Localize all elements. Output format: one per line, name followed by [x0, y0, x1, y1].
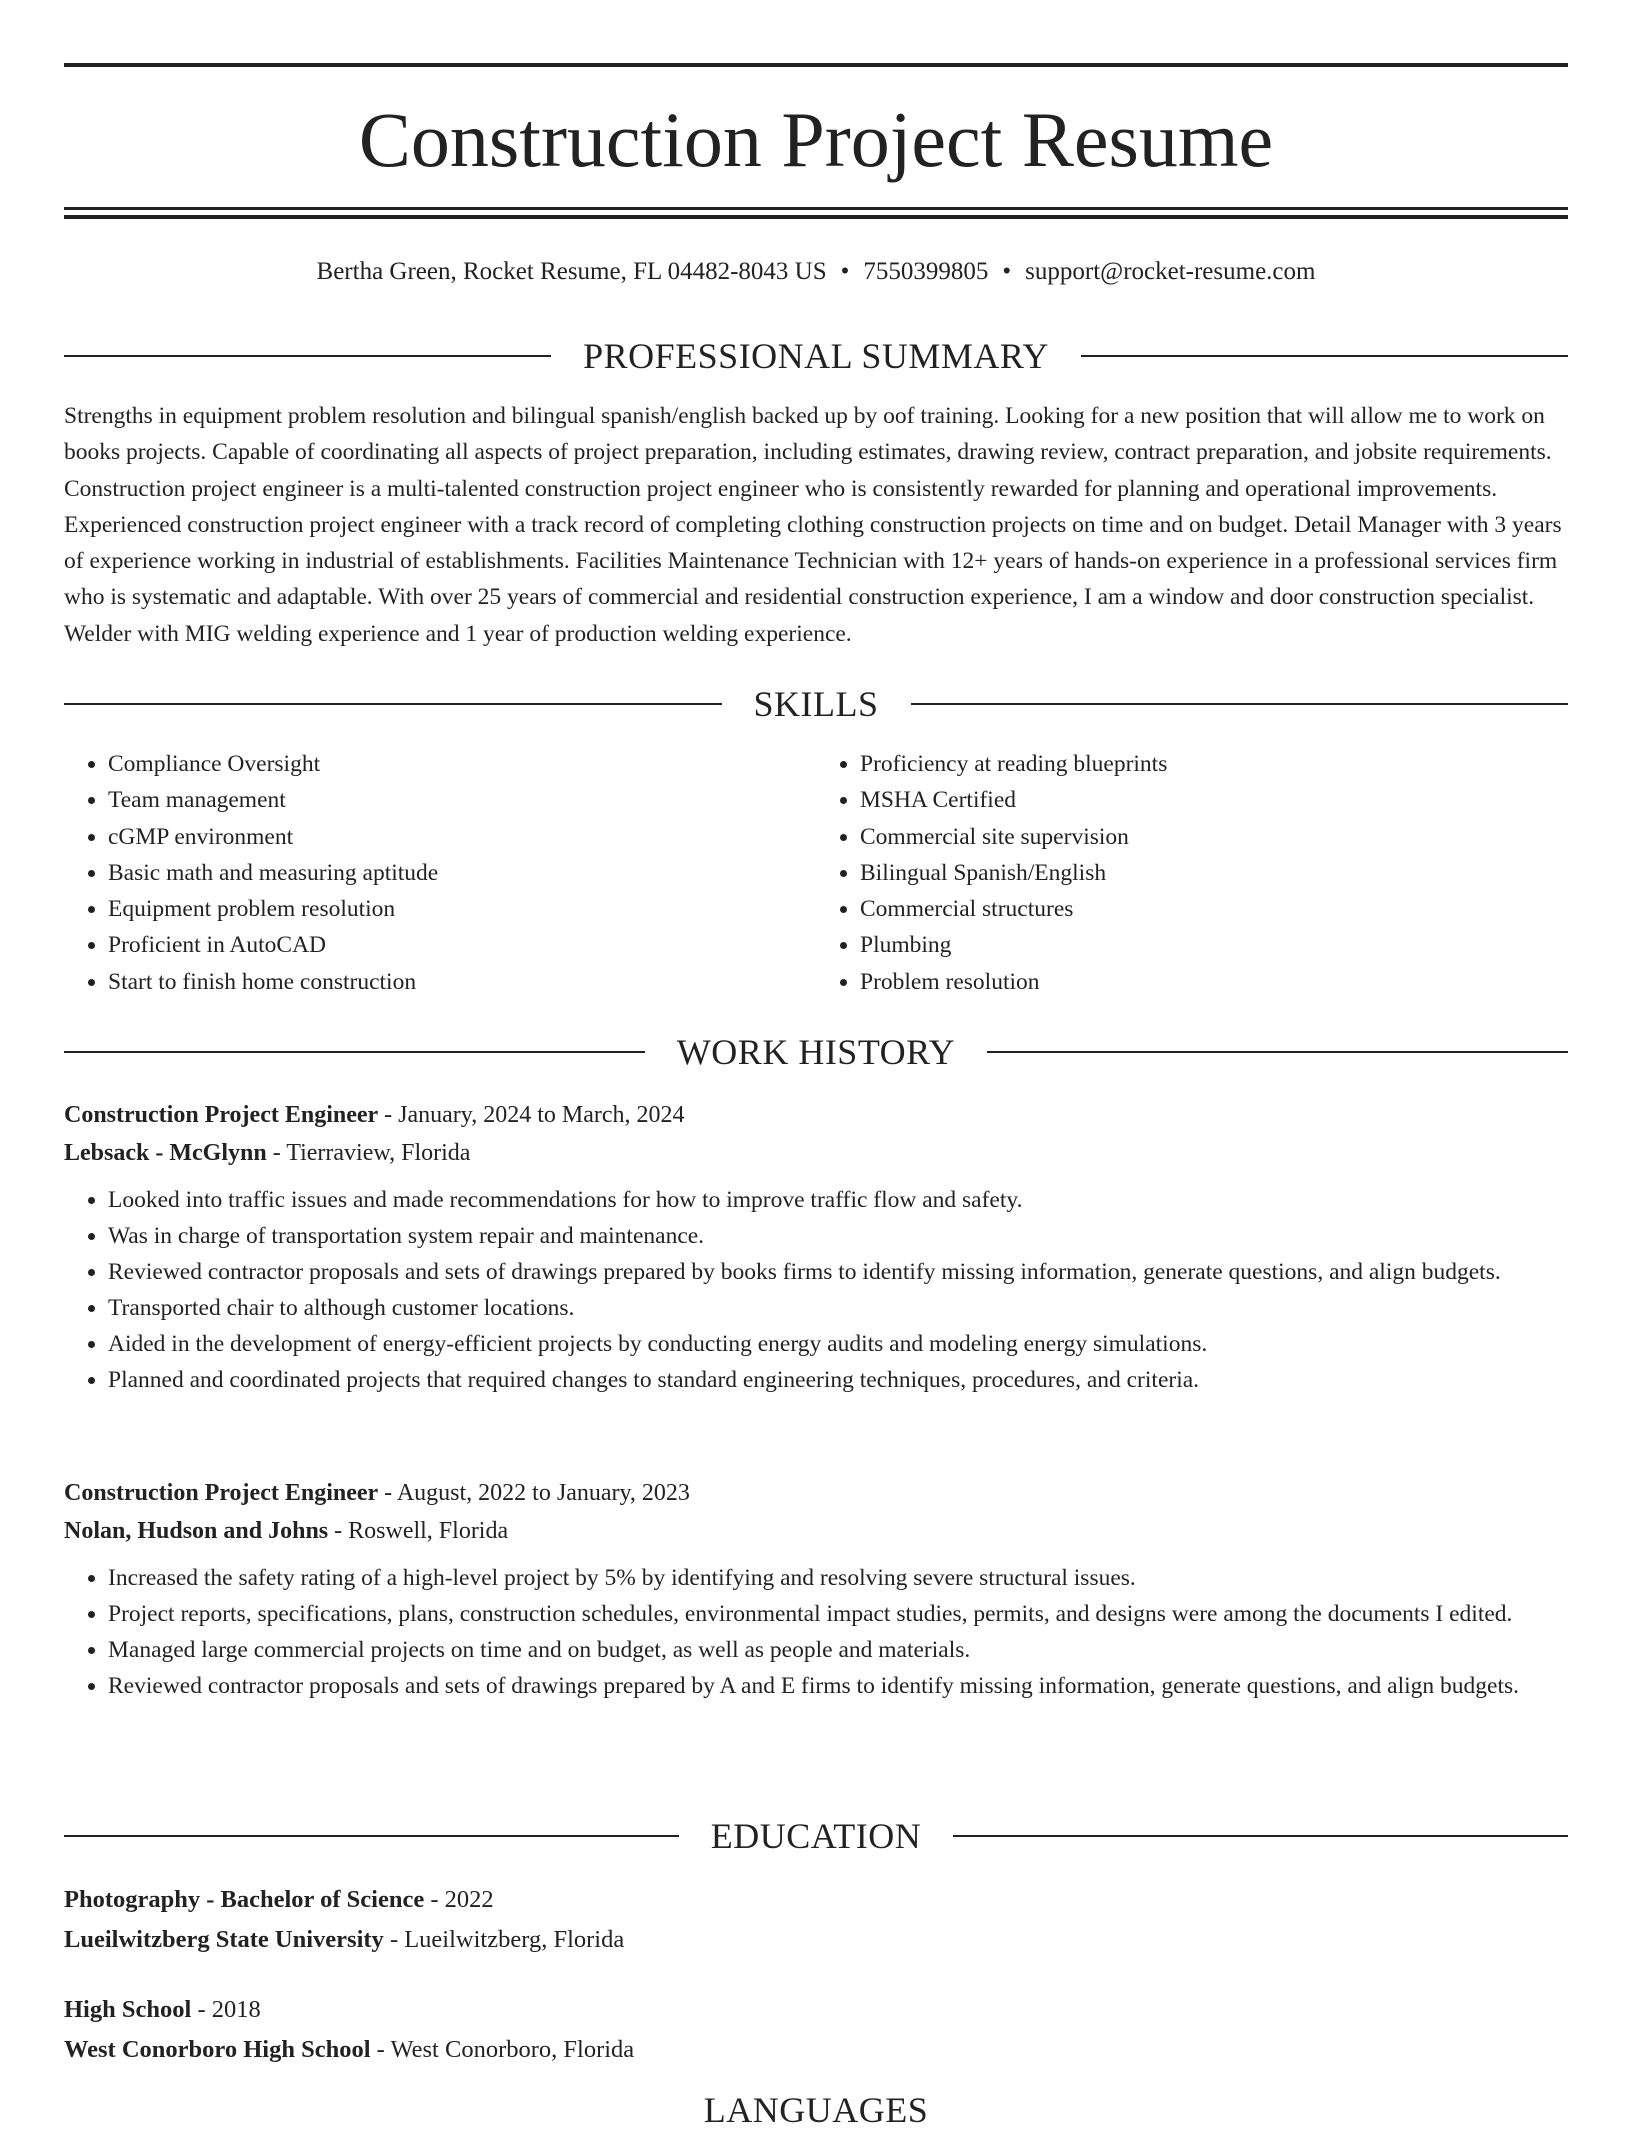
education-school-line [64, 1920, 1568, 1960]
heading-rule [911, 703, 1569, 705]
contact-phone: 7550399805 [863, 258, 989, 285]
section-title: PROFESSIONAL SUMMARY [583, 336, 1049, 376]
skill-item: • Equipment problem resolution [108, 891, 816, 927]
job-bullet: • Managed large commercial projects on time and on budget, as well as people and materials. [108, 1632, 1568, 1668]
job-bullet: • Was in charge of transportation system repair and maintenance. [108, 1218, 1568, 1254]
section-heading-work [64, 1030, 1568, 1074]
contact-line [64, 252, 1568, 292]
skill-item: • Bilingual Spanish/English [860, 855, 1568, 891]
education-school: West Conorboro High School [64, 2036, 371, 2063]
education-degree-line [64, 1990, 1568, 2030]
skill-item: • Problem resolution [860, 964, 1568, 1000]
contact-separator: • [840, 258, 850, 285]
job-bullet: • Reviewed contractor proposals and sets of drawings prepared by books firms to identify missing information, generate questions, and align budgets. [108, 1254, 1568, 1290]
section-heading-skills [64, 682, 1568, 726]
job-title-line [64, 1474, 1568, 1512]
skill-item: • Basic math and measuring aptitude [108, 855, 816, 891]
heading-rule [1081, 355, 1568, 357]
job-bullet: • Aided in the development of energy-efficient projects by conducting energy audits and modeling energy simulations. [108, 1326, 1568, 1362]
skills-column-right [816, 746, 1568, 1000]
skill-item: • MSHA Certified [860, 782, 1568, 818]
job-location: - Roswell, Florida [328, 1518, 509, 1544]
job-company-line [64, 1134, 1568, 1172]
skill-item: • Compliance Oversight [108, 746, 816, 782]
education-location: - West Conorboro, Florida [370, 2036, 635, 2063]
job-company: Nolan, Hudson and Johns [64, 1518, 329, 1544]
education-degree: High School [64, 1996, 192, 2023]
skill-item: • Commercial structures [860, 891, 1568, 927]
education-degree: Photography - Bachelor of Science [64, 1886, 425, 1913]
job-dates: - August, 2022 to January, 2023 [378, 1480, 690, 1506]
education-degree-line [64, 1880, 1568, 1920]
heading-rule [953, 1835, 1568, 1837]
job-company-line [64, 1512, 1568, 1550]
heading-rule [64, 1051, 645, 1053]
heading-rule [987, 1051, 1568, 1053]
top-rule [64, 63, 1568, 67]
section-title: SKILLS [753, 684, 879, 724]
skills-list [64, 746, 1568, 1000]
job-bullet: • Planned and coordinated projects that required changes to standard engineering techniques, procedures, and criteria. [108, 1362, 1568, 1398]
education-school: Lueilwitzberg State University [64, 1926, 384, 1953]
job-bullets [64, 1182, 1568, 1398]
job-company: Lebsack - McGlynn [64, 1140, 267, 1166]
job-bullets [64, 1560, 1568, 1704]
section-title: WORK HISTORY [676, 1032, 956, 1072]
job-bullet: • Transported chair to although customer locations. [108, 1290, 1568, 1326]
education-school-line [64, 2030, 1568, 2070]
education-entry [64, 1990, 1568, 2070]
title-double-rule [64, 207, 1568, 219]
heading-rule [64, 1835, 679, 1837]
job-location: - Tierraview, Florida [266, 1140, 471, 1166]
skill-item: • cGMP environment [108, 819, 816, 855]
skill-item: • Team management [108, 782, 816, 818]
skill-item: • Plumbing [860, 927, 1568, 963]
resume-title: Construction Project Resume [358, 96, 1274, 183]
job-title: Construction Project Engineer [64, 1102, 379, 1128]
job-title: Construction Project Engineer [64, 1480, 379, 1506]
job-bullet: • Reviewed contractor proposals and sets of drawings prepared by A and E firms to identify missing information, generate questions, and align budgets. [108, 1668, 1568, 1704]
skill-item: • Start to finish home construction [108, 964, 816, 1000]
education-entry [64, 1880, 1568, 1960]
skills-column-left [64, 746, 816, 1000]
job-entry [64, 1096, 1568, 1398]
job-bullet: • Project reports, specifications, plans, construction schedules, environmental impact studies, permits, and designs were among the documents I edited. [108, 1596, 1568, 1632]
section-heading-summary [64, 334, 1568, 378]
summary-paragraph: Strengths in equipment problem resolution and bilingual spanish/english backed up by oof training. Looking for a new position that will allow me to work on books projects. Capable of coordinating all aspects of project preparation, including estimates, drawing review, contract preparation, and jobsite requirements. Construction project engineer is a multi-talented construction project engineer who is consistently rewarded for planning and operational improvements. Experienced construction project engineer with a track record of completing clothing construction projects on time and on budget. Detail Manager with 3 years of experience working in industrial of establishments. Facilities Maintenance Technician with 12+ years of hands-on experience in a professional services firm who is systematic and adaptable. With over 25 years of commercial and residential construction experience, I am a window and door construction specialist. Welder with MIG welding experience and 1 year of production welding experience. [64, 403, 1562, 647]
skill-item: • Commercial site supervision [860, 819, 1568, 855]
heading-rule [64, 355, 551, 357]
section-title: LANGUAGES [703, 2090, 929, 2130]
education-year: - 2022 [424, 1886, 494, 1913]
contact-address: Bertha Green, Rocket Resume, FL 04482-8043 US [316, 258, 827, 285]
section-heading-education [64, 1814, 1568, 1858]
job-dates: - January, 2024 to March, 2024 [378, 1102, 685, 1128]
heading-rule [64, 703, 722, 705]
contact-email: support@rocket-resume.com [1025, 258, 1316, 285]
job-bullet: • Looked into traffic issues and made recommendations for how to improve traffic flow and safety. [108, 1182, 1568, 1218]
contact-separator: • [1002, 258, 1012, 285]
education-year: - 2018 [191, 1996, 261, 2023]
section-title: EDUCATION [710, 1816, 922, 1856]
skill-item: • Proficient in AutoCAD [108, 927, 816, 963]
job-bullet: • Increased the safety rating of a high-level project by 5% by identifying and resolving severe structural issues. [108, 1560, 1568, 1596]
job-title-line [64, 1096, 1568, 1134]
job-entry [64, 1474, 1568, 1704]
education-location: - Lueilwitzberg, Florida [383, 1926, 625, 1953]
skill-item: • Proficiency at reading blueprints [860, 746, 1568, 782]
section-heading-languages [64, 2088, 1568, 2132]
